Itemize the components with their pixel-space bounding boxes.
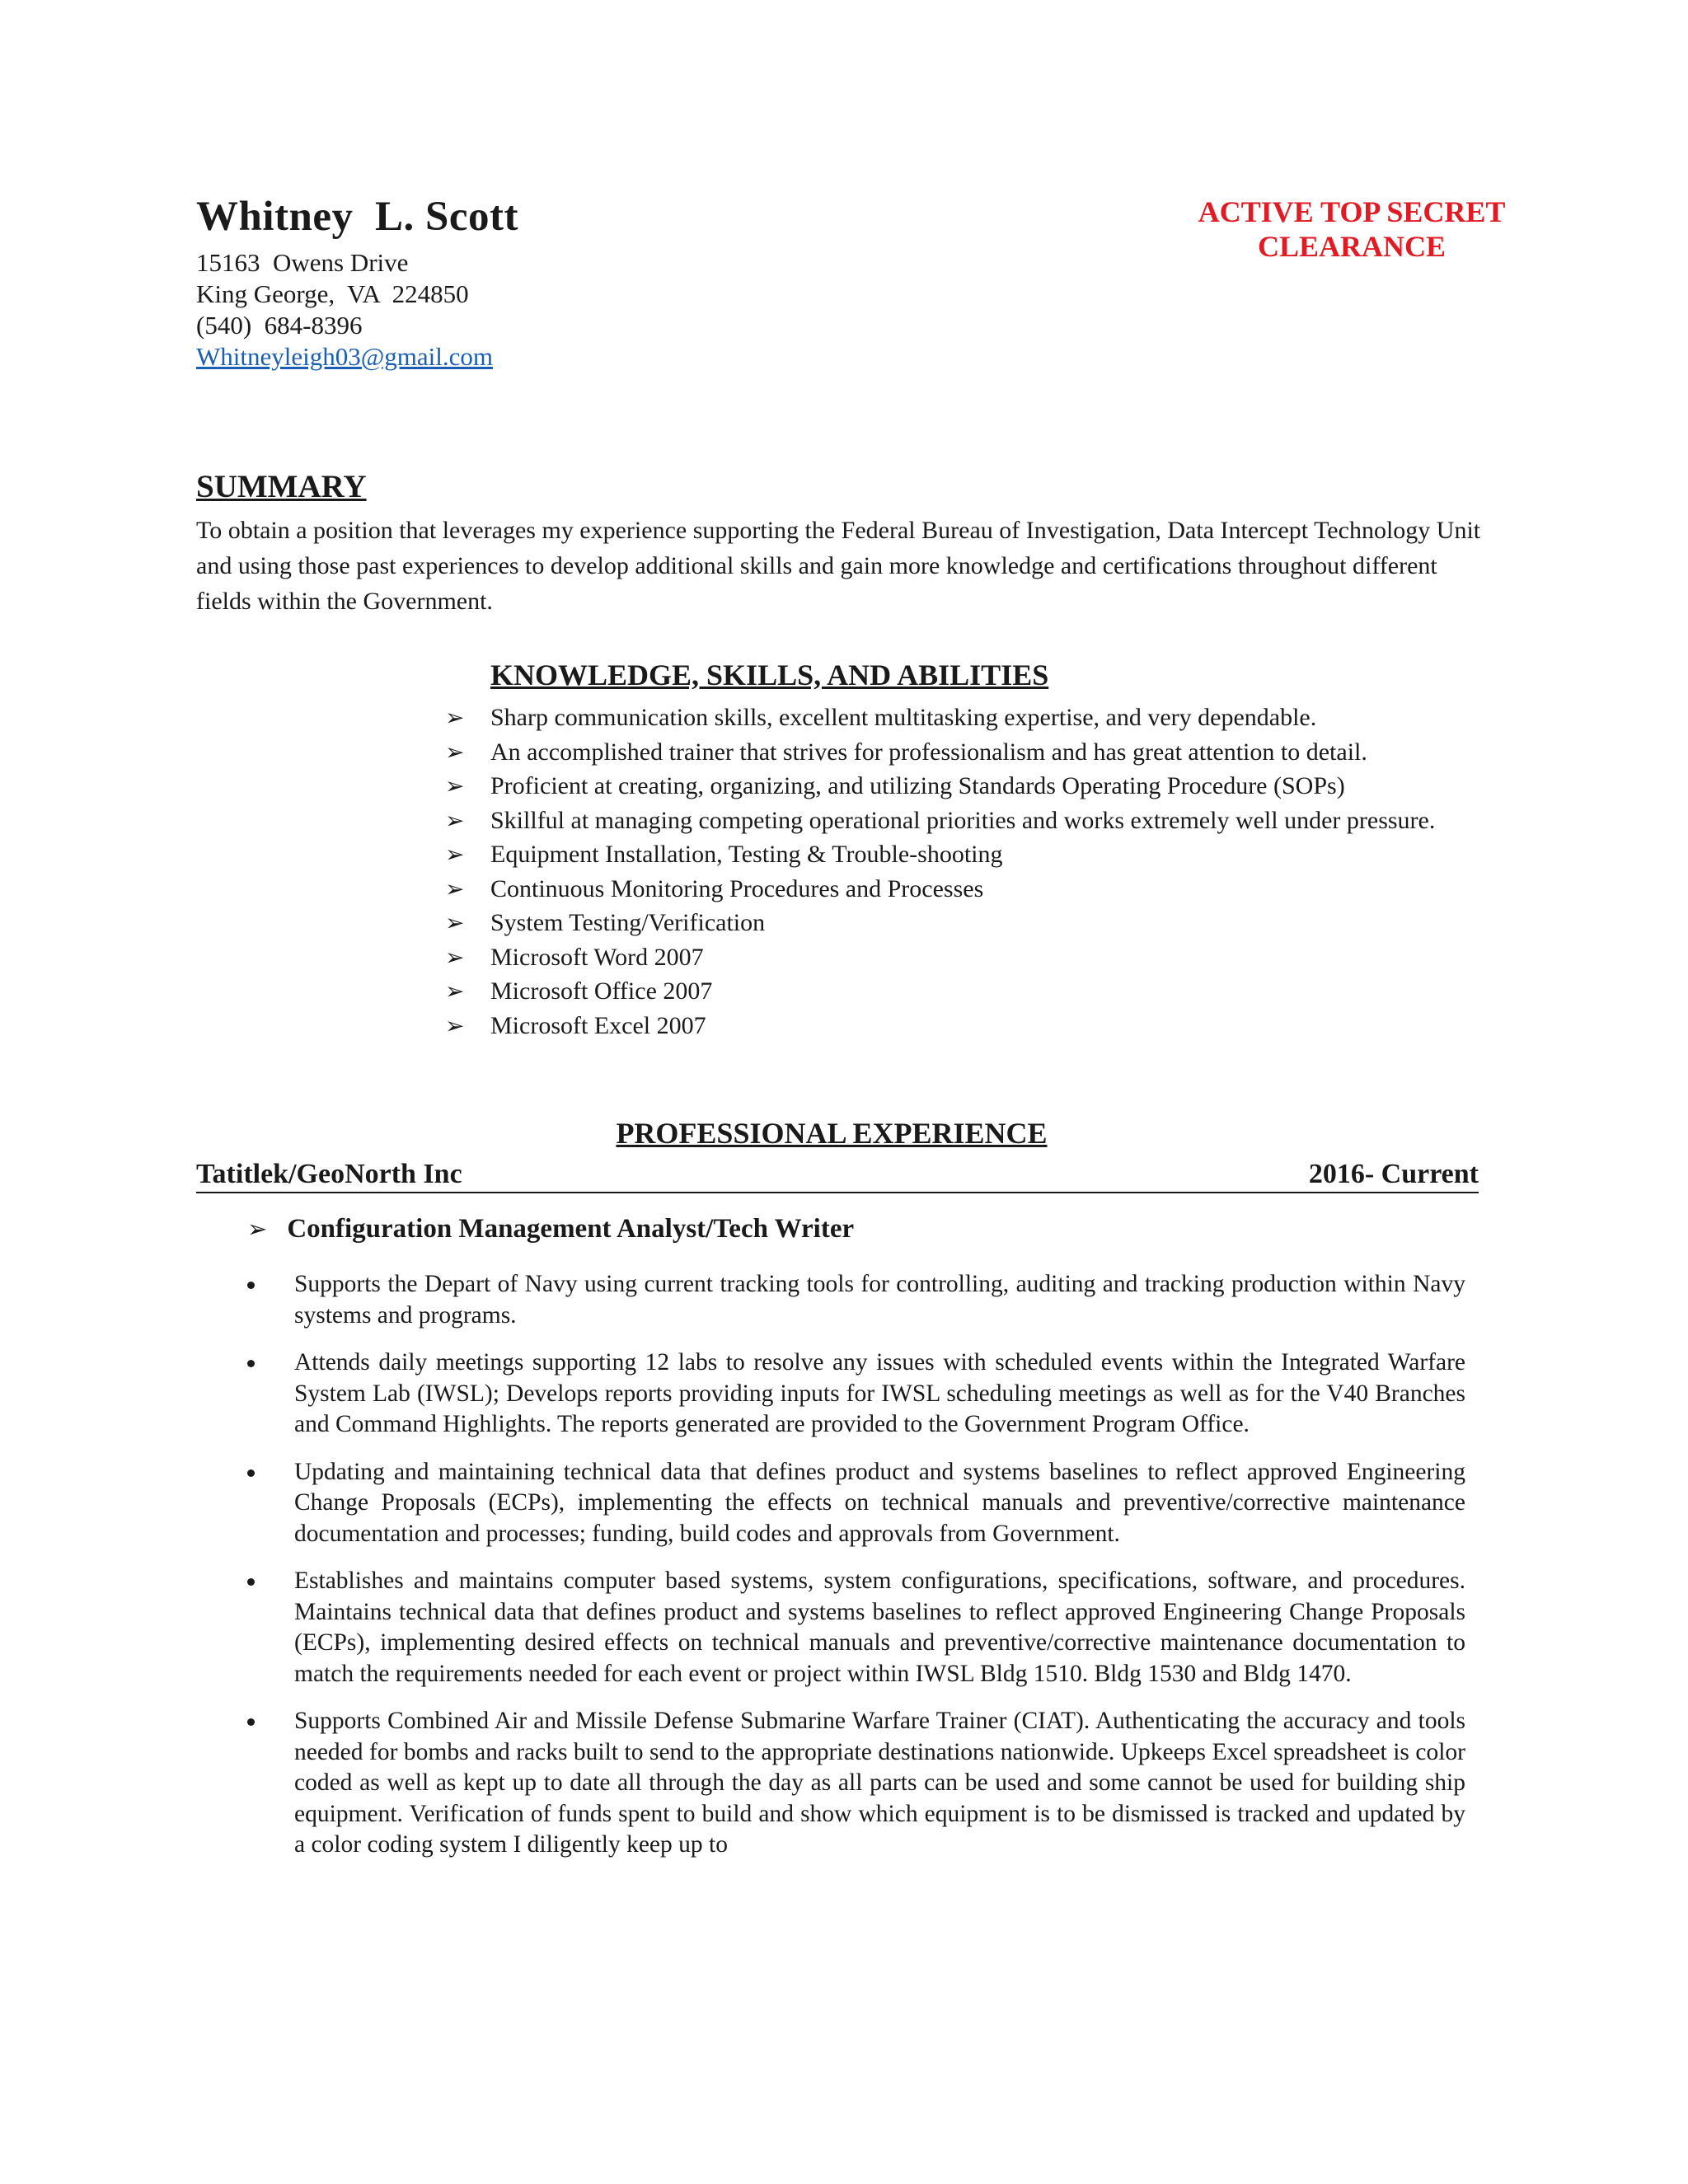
list-item: ➢ Microsoft Office 2007 — [445, 974, 1484, 1009]
arrow-bullet-icon: ➢ — [247, 1215, 268, 1243]
list-item: ➢ An accomplished trainer that strives for professionalism and has great attention to detail. — [445, 735, 1484, 770]
clearance-line-2: CLEARANCE — [1257, 230, 1447, 263]
list-item: Supports Combined Air and Missile Defense Submarine Warfare Trainer (CIAT). Authenticating the accuracy and tools needed for bombs and racks built to send to the appropriate destinations nationwide. Upkeeps Excel spreadsheet is color coded as well as kept up to date all through the day as all parts can be used and some cannot be used for building ship equipment. Verification of funds spent to build and show which equipment is to be dismissed is tracked and updated by a color coding system I diligently keep up to — [247, 1706, 1465, 1861]
arrow-bullet-icon: ➢ — [445, 772, 465, 799]
job-role — [247, 1214, 854, 1244]
list-item: Establishes and maintains computer based systems, system configurations, specifications, software, and procedures. Maintains technical data that defines product and systems baselines to reflect approved Engineering Change Proposals (ECPs), implementing desired effects on technical manuals and preventive/corrective maintenance documentation to match the requirements needed for each event or project within IWSL Bldg 1510. Bldg 1530 and Bldg 1470. — [247, 1566, 1465, 1690]
employer-name: Tatitlek/GeoNorth Inc — [196, 1159, 462, 1189]
experience-heading: PROFESSIONAL EXPERIENCE — [616, 1117, 1048, 1150]
phone-number: (540) 684-8396 — [196, 311, 363, 340]
list-item: ➢ Microsoft Excel 2007 — [445, 1009, 1484, 1043]
list-item: ➢ Skillful at managing competing operational priorities and works extremely well under pressure. — [445, 804, 1484, 838]
bullet-dot-icon — [247, 1469, 255, 1477]
address-line-2: King George, VA 224850 — [196, 279, 469, 308]
summary-heading: SUMMARY — [196, 469, 367, 504]
clearance-badge — [1179, 194, 1525, 264]
arrow-bullet-icon: ➢ — [445, 943, 465, 971]
candidate-name: Whitney L. Scott — [196, 194, 518, 240]
summary-text: To obtain a position that leverages my experience supporting the Federal Bureau of Investigation, Data Intercept Technology Unit and using those past experiences to develop additional skills and gain more knowledge and certifications throughout different fields within the Government. — [196, 517, 1481, 615]
bullet-dot-icon — [247, 1282, 255, 1289]
arrow-bullet-icon: ➢ — [445, 977, 465, 1005]
list-item: ➢ Equipment Installation, Testing & Trouble-shooting — [445, 837, 1484, 872]
ksa-heading: KNOWLEDGE, SKILLS, AND ABILITIES — [490, 658, 1049, 691]
arrow-bullet-icon: ➢ — [445, 806, 465, 834]
bullet-dot-icon — [247, 1360, 255, 1367]
address-line-1: 15163 Owens Drive — [196, 248, 409, 277]
list-item: Updating and maintaining technical data that defines product and systems baselines to reflect approved Engineering Change Proposals (ECPs), implementing the effects on technical manuals and preventive/corrective maintenance documentation and processes; funding, build codes and approvals from Government. — [247, 1457, 1465, 1550]
list-item: ➢ Continuous Monitoring Procedures and Processes — [445, 872, 1484, 907]
employer-row — [196, 1157, 1479, 1193]
employment-dates: 2016- Current — [1308, 1159, 1479, 1189]
ksa-list — [445, 701, 1484, 1043]
arrow-bullet-icon: ➢ — [445, 738, 465, 766]
arrow-bullet-icon: ➢ — [445, 704, 465, 731]
job-role-title: Configuration Management Analyst/Tech Writer — [287, 1214, 855, 1244]
arrow-bullet-icon: ➢ — [445, 909, 465, 936]
arrow-bullet-icon: ➢ — [445, 841, 465, 868]
contact-block — [196, 247, 493, 373]
arrow-bullet-icon: ➢ — [445, 1011, 465, 1039]
arrow-bullet-icon: ➢ — [445, 874, 465, 902]
list-item: Attends daily meetings supporting 12 labs to resolve any issues with scheduled events within the Integrated Warfare System Lab (IWSL); Develops reports providing inputs for IWSL scheduling meetings as well as for the V40 Branches and Command Highlights. The reports generated are provided to the Government Program Office. — [247, 1347, 1465, 1441]
list-item: ➢ Sharp communication skills, excellent multitasking expertise, and very dependable. — [445, 701, 1484, 735]
list-item: ➢ Microsoft Word 2007 — [445, 940, 1484, 975]
bullet-dot-icon — [247, 1578, 255, 1586]
bullet-dot-icon — [247, 1718, 255, 1726]
list-item: Supports the Depart of Navy using current tracking tools for controlling, auditing and tracking production within Navy systems and programs. — [247, 1269, 1465, 1331]
clearance-line-1: ACTIVE TOP SECRET — [1198, 195, 1506, 228]
email-link[interactable]: Whitneyleigh03@gmail.com — [196, 342, 493, 371]
experience-bullets — [247, 1269, 1465, 1877]
list-item: ➢ Proficient at creating, organizing, and utilizing Standards Operating Procedure (SOPs) — [445, 769, 1484, 804]
list-item: ➢ System Testing/Verification — [445, 906, 1484, 940]
